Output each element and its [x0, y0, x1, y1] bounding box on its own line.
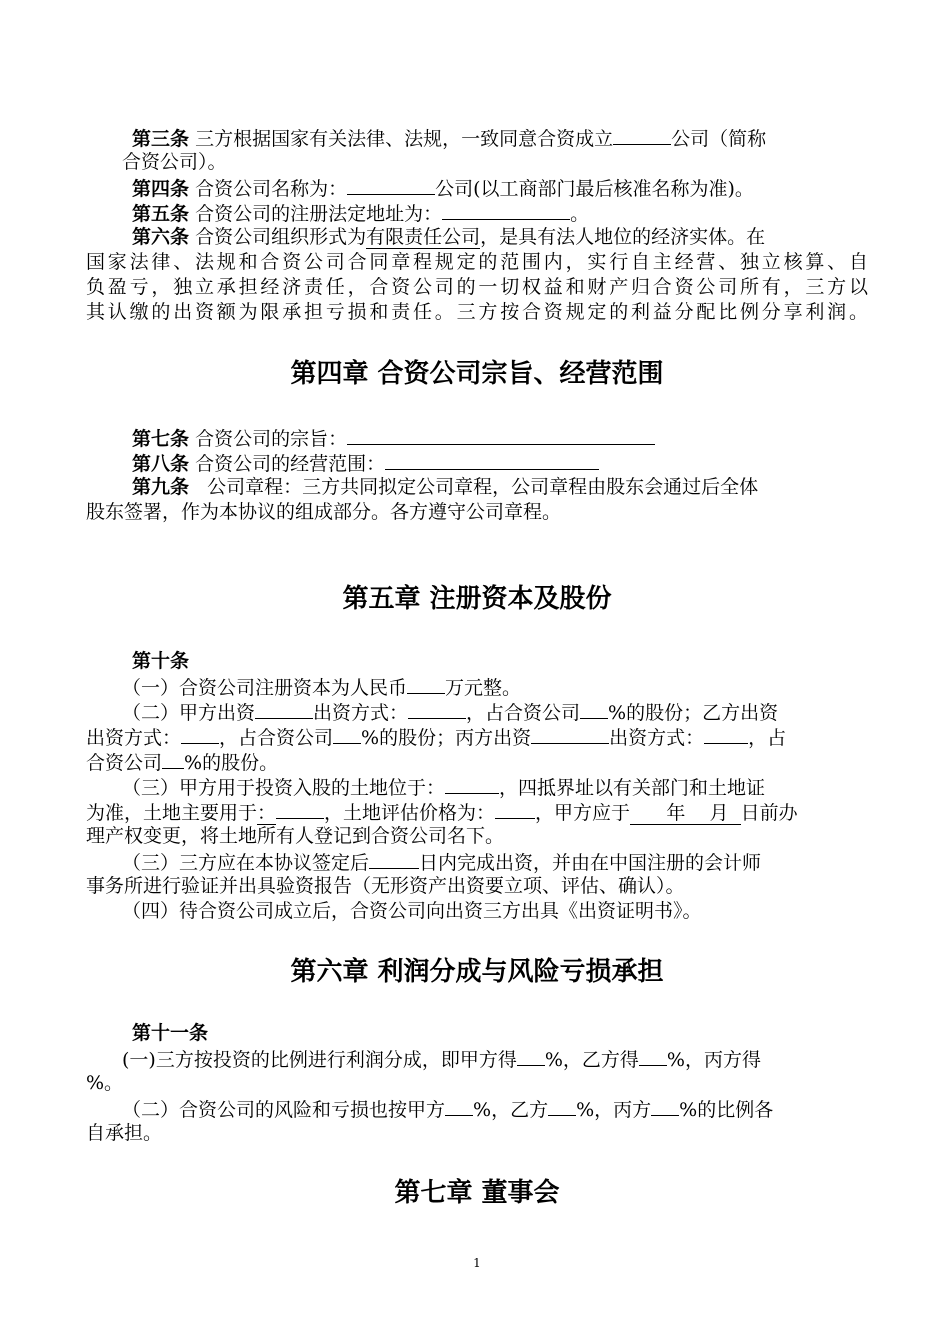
blank-field [651, 1096, 679, 1116]
item-text: 万元整。 [445, 677, 522, 699]
article-10-item-4-line2: 事务所进行验证并出具验资报告（无形资产出资要立项、评估、确认）。 [86, 875, 685, 897]
item-text: ，占合资公司 [219, 727, 334, 749]
article-10-item-2-line3 [86, 749, 278, 776]
article-label: 第九条 [132, 476, 190, 498]
article-label: 第六条 [132, 226, 190, 248]
date-blank [630, 802, 741, 825]
blank-field [704, 724, 748, 744]
article-6-line3: 负盈亏，独立承担经济责任，合资公司的一切权益和财产归合资公司所有，三方以 [86, 276, 868, 298]
article-11-item-1 [122, 1046, 761, 1073]
item-text: 出资方式： [609, 727, 705, 749]
article-7 [132, 425, 655, 452]
item-text: ，四抵界址以有关部门和土地证 [499, 777, 766, 799]
blank-field [385, 450, 599, 470]
article-text: 三方根据国家有关法律、法规，一致同意合资成立 [195, 128, 614, 150]
blank-field [162, 749, 184, 769]
blank-field [639, 1046, 667, 1066]
item-text: ，占 [748, 727, 787, 749]
article-text: 合资公司的注册法定地址为： [195, 203, 443, 225]
blank-field [580, 699, 608, 719]
article-text: 。 [570, 203, 590, 225]
article-label: 第十一条 [132, 1022, 209, 1044]
article-11-item-2 [122, 1096, 773, 1123]
page-number: 1 [473, 1256, 481, 1270]
article-text: ，是具有法人地位的经济实体。在 [480, 226, 766, 248]
item-text: ，占合资公司 [466, 702, 581, 724]
blank-field [613, 125, 671, 145]
article-11-item-1-line2: %。 [86, 1072, 124, 1094]
item-text: %，丙方 [576, 1099, 652, 1121]
blank-field [347, 425, 655, 445]
item-text: %的股份；乙方出资 [608, 702, 779, 724]
article-text: 合资公司的经营范围： [195, 453, 386, 475]
underlined-text: 有限责任公司 [366, 226, 481, 248]
blank-field [255, 699, 313, 719]
item-text: %的股份；丙方出资 [361, 727, 532, 749]
article-label: 第八条 [132, 453, 190, 475]
article-10-item-2-line2 [86, 724, 786, 751]
article-6-line2: 国家法律、法规和合资公司合同章程规定的范围内，实行自主经营、独立核算、自 [86, 251, 868, 273]
article-text: 公司章程：三方共同拟定公司章程，公司章程由股东会通过后全体 [207, 476, 759, 498]
chapter-5-title: 第五章 注册资本及股份 [342, 584, 612, 614]
item-text: (一)三方按投资的比例进行利润分成，即甲方得 [122, 1049, 517, 1071]
item-text: 日内完成出资，并由在中国注册的会计师 [419, 852, 762, 874]
item-text: ，土地评估价格为： [324, 802, 496, 824]
article-label: 第十条 [132, 650, 190, 672]
article-11-item-2-line2: 自承担。 [86, 1122, 163, 1144]
blank-field [531, 724, 609, 744]
blank-field [548, 1096, 576, 1116]
article-10-item-3-line2 [86, 799, 798, 826]
item-text: ： [257, 802, 277, 824]
article-text: 公司(以工商部门最后核准名称为准)。 [435, 178, 754, 200]
blank-field [333, 724, 361, 744]
article-11-label [132, 1021, 208, 1046]
item-text: %的股份。 [184, 752, 279, 774]
item-text: （二）合资公司的风险和亏损也按甲方 [122, 1099, 446, 1121]
chapter-4-title: 第四章 合资公司宗旨、经营范围 [290, 359, 664, 389]
article-10-item-3-line3: 理产权变更，将土地所有人登记到合资公司名下。 [86, 825, 505, 847]
item-text: （二）甲方出资 [122, 702, 256, 724]
item-text: 出资方式： [313, 702, 409, 724]
item-text: %，乙方得 [544, 1049, 639, 1071]
item-text: （三）甲方用于投资入股的土地位于： [122, 777, 446, 799]
article-label: 第四条 [132, 178, 190, 200]
article-10-item-3 [122, 774, 765, 801]
article-3-cont: 合资公司）。 [122, 151, 227, 173]
item-text: 出资方式： [86, 727, 182, 749]
article-9-line2: 股东签署，作为本协议的组成部分。各方遵守公司章程。 [86, 501, 562, 523]
article-label: 第三条 [132, 128, 190, 150]
article-text: 合资公司组织形式为 [195, 226, 367, 248]
blank-field [369, 849, 419, 869]
item-text: %，丙方得 [666, 1049, 761, 1071]
blank-field [407, 674, 445, 694]
item-text: %，乙方 [473, 1099, 549, 1121]
article-8 [132, 450, 599, 477]
item-text: 月 [709, 802, 729, 824]
item-text: 日前办 [740, 802, 798, 824]
item-text: （三）三方应在本协议签定后 [122, 852, 370, 874]
article-text: 公司（简称 [671, 128, 767, 150]
blank-field [495, 799, 535, 819]
article-text: 合资公司名称为： [195, 178, 348, 200]
article-3 [132, 125, 766, 152]
item-text: %的比例各 [679, 1099, 774, 1121]
article-10-item-2 [122, 699, 778, 726]
blank-field [517, 1046, 545, 1066]
blank-field [347, 175, 435, 195]
article-10-item-5: （四）待合资公司成立后，合资公司向出资三方出具《出资证明书》。 [122, 900, 702, 922]
item-text: 合资公司 [86, 752, 163, 774]
article-label: 第五条 [132, 203, 190, 225]
chapter-6-title: 第六章 利润分成与风险亏损承担 [290, 957, 664, 987]
item-text: 为准，土地主要用于 [86, 802, 258, 824]
article-10-item-4 [122, 849, 761, 876]
article-10-label [132, 649, 189, 674]
item-text: （一）合资公司注册资本为人民币 [122, 677, 408, 699]
article-6-line4: 其认缴的出资额为限承担亏损和责任。三方按合资规定的利益分配比例分享利润。 [86, 301, 868, 323]
article-label: 第七条 [132, 428, 190, 450]
blank-field [442, 200, 570, 220]
article-text: 合资公司的宗旨： [195, 428, 348, 450]
article-10-item-1 [122, 674, 521, 701]
item-text: 年 [666, 802, 686, 824]
chapter-7-title: 第七章 董事会 [394, 1178, 560, 1208]
article-4 [132, 175, 754, 202]
item-text: ，甲方应于 [535, 802, 631, 824]
blank-field [445, 774, 499, 794]
article-9 [132, 475, 758, 500]
article-6 [132, 225, 765, 250]
article-5 [132, 200, 589, 227]
blank-field [408, 699, 466, 719]
blank-field [181, 724, 219, 744]
blank-field [276, 799, 324, 819]
blank-field [445, 1096, 473, 1116]
